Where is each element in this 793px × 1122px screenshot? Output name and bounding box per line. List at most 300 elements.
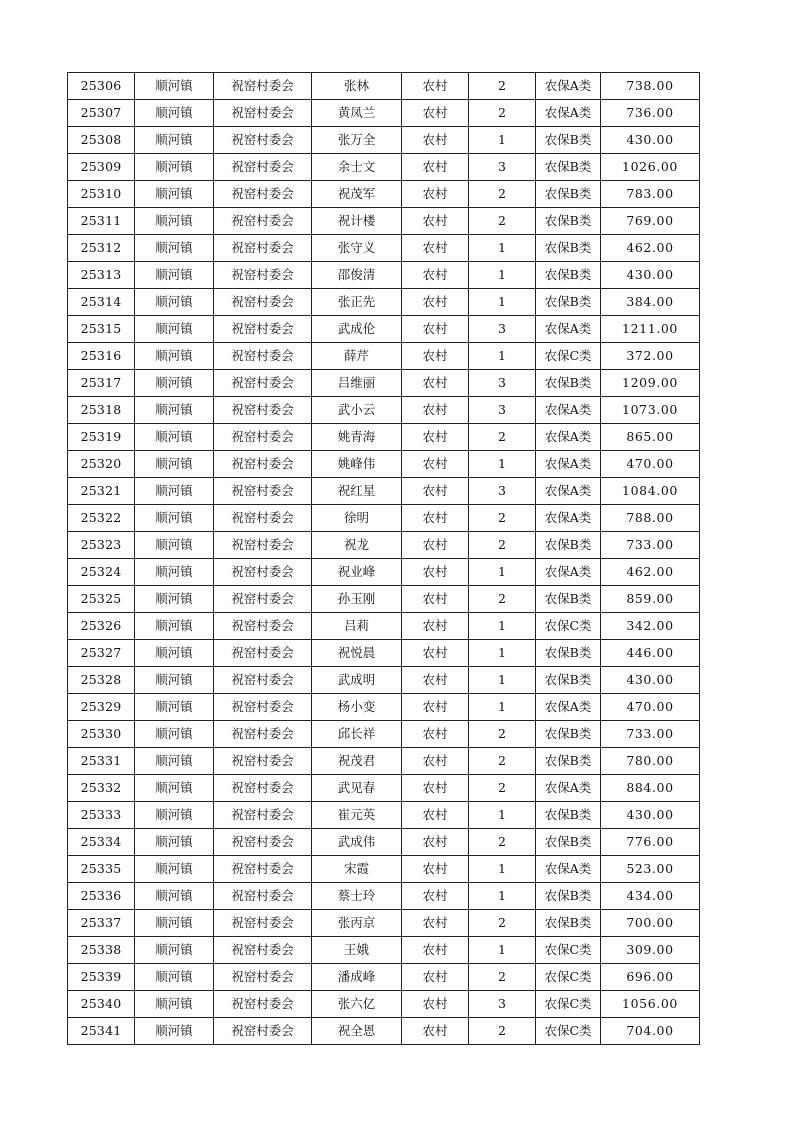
record-number-cell: 25318 [68, 397, 135, 424]
amount-cell: 462.00 [601, 559, 700, 586]
table-row [68, 424, 700, 451]
person-name-cell: 余士文 [312, 154, 402, 181]
amount-cell: 523.00 [601, 856, 700, 883]
township-cell: 顺河镇 [135, 883, 214, 910]
table-row [68, 721, 700, 748]
person-name-cell: 祝计楼 [312, 208, 402, 235]
record-number-cell: 25329 [68, 694, 135, 721]
insurance-category-cell: 农保B类 [536, 829, 601, 856]
table-body [68, 73, 700, 1045]
table-row [68, 154, 700, 181]
table-row [68, 775, 700, 802]
record-number-cell: 25312 [68, 235, 135, 262]
insurance-category-cell: 农保C类 [536, 1018, 601, 1045]
household-size-cell: 2 [469, 829, 536, 856]
household-size-cell: 1 [469, 613, 536, 640]
person-name-cell: 张丙京 [312, 910, 402, 937]
township-cell: 顺河镇 [135, 775, 214, 802]
household-size-cell: 3 [469, 154, 536, 181]
amount-cell: 470.00 [601, 694, 700, 721]
household-size-cell: 2 [469, 910, 536, 937]
household-size-cell: 1 [469, 235, 536, 262]
township-cell: 顺河镇 [135, 127, 214, 154]
township-cell: 顺河镇 [135, 397, 214, 424]
household-size-cell: 1 [469, 262, 536, 289]
township-cell: 顺河镇 [135, 964, 214, 991]
township-cell: 顺河镇 [135, 586, 214, 613]
insurance-category-cell: 农保B类 [536, 883, 601, 910]
amount-cell: 1209.00 [601, 370, 700, 397]
table-row [68, 451, 700, 478]
person-name-cell: 邵俊清 [312, 262, 402, 289]
table-row [68, 478, 700, 505]
table-row [68, 235, 700, 262]
household-size-cell: 1 [469, 856, 536, 883]
area-type-cell: 农村 [402, 424, 469, 451]
person-name-cell: 潘成峰 [312, 964, 402, 991]
insurance-category-cell: 农保B类 [536, 154, 601, 181]
village-committee-cell: 祝窑村委会 [214, 802, 312, 829]
area-type-cell: 农村 [402, 181, 469, 208]
table-row [68, 964, 700, 991]
amount-cell: 372.00 [601, 343, 700, 370]
insurance-category-cell: 农保A类 [536, 316, 601, 343]
township-cell: 顺河镇 [135, 289, 214, 316]
area-type-cell: 农村 [402, 586, 469, 613]
record-number-cell: 25310 [68, 181, 135, 208]
amount-cell: 733.00 [601, 532, 700, 559]
area-type-cell: 农村 [402, 370, 469, 397]
township-cell: 顺河镇 [135, 424, 214, 451]
record-number-cell: 25317 [68, 370, 135, 397]
person-name-cell: 祝业峰 [312, 559, 402, 586]
record-number-cell: 25337 [68, 910, 135, 937]
village-committee-cell: 祝窑村委会 [214, 100, 312, 127]
area-type-cell: 农村 [402, 640, 469, 667]
area-type-cell: 农村 [402, 964, 469, 991]
village-committee-cell: 祝窑村委会 [214, 748, 312, 775]
household-size-cell: 1 [469, 640, 536, 667]
village-committee-cell: 祝窑村委会 [214, 235, 312, 262]
person-name-cell: 武成伦 [312, 316, 402, 343]
record-number-cell: 25336 [68, 883, 135, 910]
person-name-cell: 吕维丽 [312, 370, 402, 397]
amount-cell: 738.00 [601, 73, 700, 100]
record-number-cell: 25306 [68, 73, 135, 100]
table-row [68, 910, 700, 937]
household-size-cell: 2 [469, 748, 536, 775]
household-size-cell: 2 [469, 1018, 536, 1045]
insurance-category-cell: 农保B类 [536, 127, 601, 154]
village-committee-cell: 祝窑村委会 [214, 505, 312, 532]
record-number-cell: 25339 [68, 964, 135, 991]
record-number-cell: 25325 [68, 586, 135, 613]
amount-cell: 700.00 [601, 910, 700, 937]
amount-cell: 733.00 [601, 721, 700, 748]
amount-cell: 446.00 [601, 640, 700, 667]
township-cell: 顺河镇 [135, 640, 214, 667]
village-committee-cell: 祝窑村委会 [214, 181, 312, 208]
table-row [68, 586, 700, 613]
insurance-category-cell: 农保A类 [536, 856, 601, 883]
table-row [68, 73, 700, 100]
township-cell: 顺河镇 [135, 505, 214, 532]
area-type-cell: 农村 [402, 316, 469, 343]
area-type-cell: 农村 [402, 667, 469, 694]
household-size-cell: 3 [469, 316, 536, 343]
amount-cell: 1026.00 [601, 154, 700, 181]
village-committee-cell: 祝窑村委会 [214, 559, 312, 586]
area-type-cell: 农村 [402, 559, 469, 586]
person-name-cell: 张正先 [312, 289, 402, 316]
person-name-cell: 王娥 [312, 937, 402, 964]
record-number-cell: 25327 [68, 640, 135, 667]
record-number-cell: 25332 [68, 775, 135, 802]
township-cell: 顺河镇 [135, 694, 214, 721]
insurance-category-cell: 农保A类 [536, 100, 601, 127]
household-size-cell: 2 [469, 424, 536, 451]
record-number-cell: 25335 [68, 856, 135, 883]
table-row [68, 802, 700, 829]
township-cell: 顺河镇 [135, 667, 214, 694]
township-cell: 顺河镇 [135, 316, 214, 343]
record-number-cell: 25331 [68, 748, 135, 775]
person-name-cell: 宋霞 [312, 856, 402, 883]
record-number-cell: 25328 [68, 667, 135, 694]
person-name-cell: 孙玉刚 [312, 586, 402, 613]
household-size-cell: 1 [469, 451, 536, 478]
household-size-cell: 1 [469, 694, 536, 721]
amount-cell: 1084.00 [601, 478, 700, 505]
area-type-cell: 农村 [402, 721, 469, 748]
household-size-cell: 3 [469, 991, 536, 1018]
insurance-category-cell: 农保A类 [536, 73, 601, 100]
table-row [68, 181, 700, 208]
township-cell: 顺河镇 [135, 991, 214, 1018]
record-number-cell: 25307 [68, 100, 135, 127]
table-row [68, 505, 700, 532]
township-cell: 顺河镇 [135, 1018, 214, 1045]
amount-cell: 696.00 [601, 964, 700, 991]
record-number-cell: 25330 [68, 721, 135, 748]
village-committee-cell: 祝窑村委会 [214, 694, 312, 721]
table-row [68, 208, 700, 235]
record-number-cell: 25315 [68, 316, 135, 343]
table-row [68, 694, 700, 721]
area-type-cell: 农村 [402, 937, 469, 964]
household-size-cell: 1 [469, 802, 536, 829]
household-size-cell: 2 [469, 775, 536, 802]
area-type-cell: 农村 [402, 289, 469, 316]
amount-cell: 470.00 [601, 451, 700, 478]
table-row [68, 370, 700, 397]
area-type-cell: 农村 [402, 208, 469, 235]
insurance-category-cell: 农保B类 [536, 748, 601, 775]
table-row [68, 856, 700, 883]
area-type-cell: 农村 [402, 100, 469, 127]
amount-cell: 780.00 [601, 748, 700, 775]
area-type-cell: 农村 [402, 1018, 469, 1045]
village-committee-cell: 祝窑村委会 [214, 613, 312, 640]
person-name-cell: 蔡士玲 [312, 883, 402, 910]
insurance-category-cell: 农保A类 [536, 694, 601, 721]
record-number-cell: 25322 [68, 505, 135, 532]
table-row [68, 532, 700, 559]
township-cell: 顺河镇 [135, 856, 214, 883]
insurance-category-cell: 农保C类 [536, 343, 601, 370]
table-row [68, 748, 700, 775]
record-number-cell: 25319 [68, 424, 135, 451]
insurance-category-cell: 农保B类 [536, 532, 601, 559]
person-name-cell: 薛芹 [312, 343, 402, 370]
amount-cell: 430.00 [601, 802, 700, 829]
household-size-cell: 1 [469, 289, 536, 316]
insurance-category-cell: 农保A类 [536, 397, 601, 424]
table-row [68, 883, 700, 910]
record-number-cell: 25333 [68, 802, 135, 829]
township-cell: 顺河镇 [135, 532, 214, 559]
township-cell: 顺河镇 [135, 154, 214, 181]
amount-cell: 434.00 [601, 883, 700, 910]
amount-cell: 769.00 [601, 208, 700, 235]
village-committee-cell: 祝窑村委会 [214, 937, 312, 964]
village-committee-cell: 祝窑村委会 [214, 262, 312, 289]
area-type-cell: 农村 [402, 802, 469, 829]
insurance-category-cell: 农保A类 [536, 478, 601, 505]
household-size-cell: 1 [469, 667, 536, 694]
insurance-category-cell: 农保C类 [536, 937, 601, 964]
household-size-cell: 3 [469, 478, 536, 505]
amount-cell: 704.00 [601, 1018, 700, 1045]
area-type-cell: 农村 [402, 127, 469, 154]
insurance-category-cell: 农保B类 [536, 262, 601, 289]
insurance-category-cell: 农保B类 [536, 289, 601, 316]
village-committee-cell: 祝窑村委会 [214, 397, 312, 424]
household-size-cell: 2 [469, 586, 536, 613]
township-cell: 顺河镇 [135, 370, 214, 397]
insurance-category-cell: 农保B类 [536, 721, 601, 748]
amount-cell: 1211.00 [601, 316, 700, 343]
area-type-cell: 农村 [402, 451, 469, 478]
village-committee-cell: 祝窑村委会 [214, 289, 312, 316]
amount-cell: 736.00 [601, 100, 700, 127]
township-cell: 顺河镇 [135, 829, 214, 856]
township-cell: 顺河镇 [135, 262, 214, 289]
area-type-cell: 农村 [402, 991, 469, 1018]
table-row [68, 1018, 700, 1045]
person-name-cell: 武成伟 [312, 829, 402, 856]
household-size-cell: 3 [469, 370, 536, 397]
household-size-cell: 1 [469, 559, 536, 586]
table-row [68, 991, 700, 1018]
village-committee-cell: 祝窑村委会 [214, 586, 312, 613]
record-number-cell: 25313 [68, 262, 135, 289]
relief-roster-table [67, 72, 700, 1045]
person-name-cell: 徐明 [312, 505, 402, 532]
record-number-cell: 25323 [68, 532, 135, 559]
insurance-category-cell: 农保B类 [536, 586, 601, 613]
amount-cell: 342.00 [601, 613, 700, 640]
person-name-cell: 姚峰伟 [312, 451, 402, 478]
township-cell: 顺河镇 [135, 73, 214, 100]
insurance-category-cell: 农保C类 [536, 991, 601, 1018]
area-type-cell: 农村 [402, 262, 469, 289]
amount-cell: 309.00 [601, 937, 700, 964]
area-type-cell: 农村 [402, 883, 469, 910]
person-name-cell: 祝茂军 [312, 181, 402, 208]
person-name-cell: 祝茂君 [312, 748, 402, 775]
insurance-category-cell: 农保A类 [536, 559, 601, 586]
household-size-cell: 2 [469, 208, 536, 235]
township-cell: 顺河镇 [135, 181, 214, 208]
record-number-cell: 25321 [68, 478, 135, 505]
person-name-cell: 武成明 [312, 667, 402, 694]
area-type-cell: 农村 [402, 775, 469, 802]
village-committee-cell: 祝窑村委会 [214, 316, 312, 343]
township-cell: 顺河镇 [135, 208, 214, 235]
village-committee-cell: 祝窑村委会 [214, 208, 312, 235]
village-committee-cell: 祝窑村委会 [214, 370, 312, 397]
village-committee-cell: 祝窑村委会 [214, 451, 312, 478]
area-type-cell: 农村 [402, 73, 469, 100]
village-committee-cell: 祝窑村委会 [214, 883, 312, 910]
table-row [68, 262, 700, 289]
table-row [68, 667, 700, 694]
township-cell: 顺河镇 [135, 235, 214, 262]
household-size-cell: 2 [469, 505, 536, 532]
township-cell: 顺河镇 [135, 478, 214, 505]
table-row [68, 829, 700, 856]
person-name-cell: 祝红星 [312, 478, 402, 505]
village-committee-cell: 祝窑村委会 [214, 154, 312, 181]
person-name-cell: 吕莉 [312, 613, 402, 640]
record-number-cell: 25308 [68, 127, 135, 154]
household-size-cell: 1 [469, 343, 536, 370]
record-number-cell: 25334 [68, 829, 135, 856]
household-size-cell: 2 [469, 721, 536, 748]
table-row [68, 640, 700, 667]
amount-cell: 462.00 [601, 235, 700, 262]
township-cell: 顺河镇 [135, 100, 214, 127]
area-type-cell: 农村 [402, 613, 469, 640]
amount-cell: 430.00 [601, 667, 700, 694]
area-type-cell: 农村 [402, 505, 469, 532]
table-row [68, 343, 700, 370]
village-committee-cell: 祝窑村委会 [214, 964, 312, 991]
insurance-category-cell: 农保B类 [536, 208, 601, 235]
village-committee-cell: 祝窑村委会 [214, 640, 312, 667]
person-name-cell: 张林 [312, 73, 402, 100]
table-row [68, 100, 700, 127]
township-cell: 顺河镇 [135, 559, 214, 586]
village-committee-cell: 祝窑村委会 [214, 127, 312, 154]
village-committee-cell: 祝窑村委会 [214, 856, 312, 883]
person-name-cell: 武见春 [312, 775, 402, 802]
person-name-cell: 祝悦晨 [312, 640, 402, 667]
village-committee-cell: 祝窑村委会 [214, 667, 312, 694]
person-name-cell: 张万全 [312, 127, 402, 154]
person-name-cell: 黄凤兰 [312, 100, 402, 127]
township-cell: 顺河镇 [135, 910, 214, 937]
person-name-cell: 祝龙 [312, 532, 402, 559]
village-committee-cell: 祝窑村委会 [214, 775, 312, 802]
record-number-cell: 25309 [68, 154, 135, 181]
insurance-category-cell: 农保B类 [536, 640, 601, 667]
area-type-cell: 农村 [402, 910, 469, 937]
record-number-cell: 25311 [68, 208, 135, 235]
insurance-category-cell: 农保B类 [536, 181, 601, 208]
village-committee-cell: 祝窑村委会 [214, 73, 312, 100]
township-cell: 顺河镇 [135, 748, 214, 775]
person-name-cell: 武小云 [312, 397, 402, 424]
person-name-cell: 祝全恩 [312, 1018, 402, 1045]
household-size-cell: 1 [469, 937, 536, 964]
amount-cell: 1073.00 [601, 397, 700, 424]
amount-cell: 1056.00 [601, 991, 700, 1018]
record-number-cell: 25316 [68, 343, 135, 370]
area-type-cell: 农村 [402, 343, 469, 370]
household-size-cell: 2 [469, 532, 536, 559]
record-number-cell: 25340 [68, 991, 135, 1018]
village-committee-cell: 祝窑村委会 [214, 1018, 312, 1045]
insurance-category-cell: 农保A类 [536, 775, 601, 802]
person-name-cell: 张六亿 [312, 991, 402, 1018]
insurance-category-cell: 农保B类 [536, 370, 601, 397]
household-size-cell: 3 [469, 397, 536, 424]
village-committee-cell: 祝窑村委会 [214, 910, 312, 937]
village-committee-cell: 祝窑村委会 [214, 532, 312, 559]
amount-cell: 788.00 [601, 505, 700, 532]
amount-cell: 384.00 [601, 289, 700, 316]
area-type-cell: 农村 [402, 235, 469, 262]
township-cell: 顺河镇 [135, 721, 214, 748]
record-number-cell: 25326 [68, 613, 135, 640]
household-size-cell: 1 [469, 883, 536, 910]
township-cell: 顺河镇 [135, 451, 214, 478]
table-row [68, 937, 700, 964]
household-size-cell: 2 [469, 181, 536, 208]
record-number-cell: 25341 [68, 1018, 135, 1045]
person-name-cell: 姚青海 [312, 424, 402, 451]
household-size-cell: 2 [469, 73, 536, 100]
household-size-cell: 2 [469, 964, 536, 991]
table-row [68, 613, 700, 640]
insurance-category-cell: 农保A类 [536, 451, 601, 478]
amount-cell: 776.00 [601, 829, 700, 856]
village-committee-cell: 祝窑村委会 [214, 991, 312, 1018]
insurance-category-cell: 农保C类 [536, 613, 601, 640]
table-row [68, 127, 700, 154]
person-name-cell: 杨小变 [312, 694, 402, 721]
village-committee-cell: 祝窑村委会 [214, 343, 312, 370]
area-type-cell: 农村 [402, 748, 469, 775]
area-type-cell: 农村 [402, 829, 469, 856]
amount-cell: 859.00 [601, 586, 700, 613]
table-row [68, 397, 700, 424]
insurance-category-cell: 农保A类 [536, 505, 601, 532]
record-number-cell: 25320 [68, 451, 135, 478]
area-type-cell: 农村 [402, 397, 469, 424]
amount-cell: 783.00 [601, 181, 700, 208]
village-committee-cell: 祝窑村委会 [214, 721, 312, 748]
table-row [68, 559, 700, 586]
township-cell: 顺河镇 [135, 343, 214, 370]
village-committee-cell: 祝窑村委会 [214, 424, 312, 451]
amount-cell: 865.00 [601, 424, 700, 451]
insurance-category-cell: 农保A类 [536, 424, 601, 451]
insurance-category-cell: 农保B类 [536, 910, 601, 937]
village-committee-cell: 祝窑村委会 [214, 478, 312, 505]
